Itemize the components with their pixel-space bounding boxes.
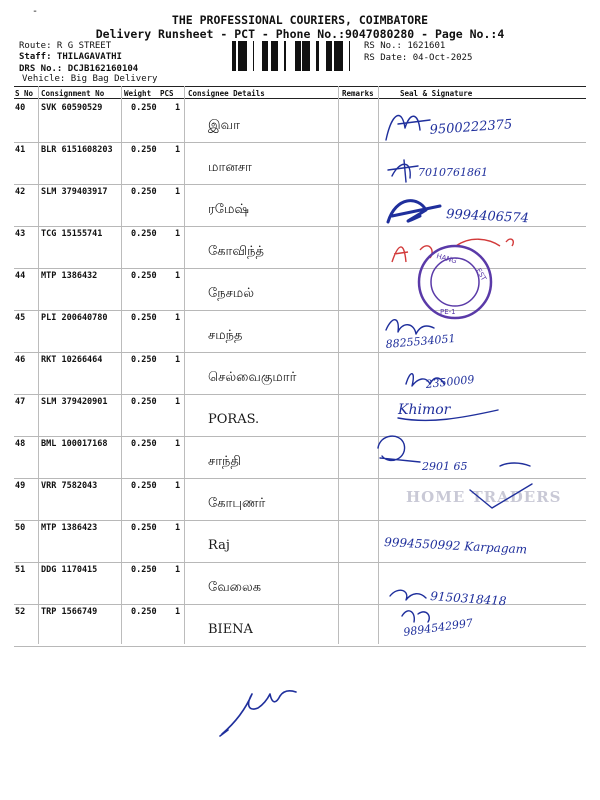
vehicle-label: Vehicle: Big Bag Delivery (22, 74, 158, 84)
consignee-name: ரமேஷ் (208, 202, 249, 217)
consignee-name: மானசா (208, 160, 252, 175)
row-pcs: 1 (175, 523, 181, 533)
row-consignment: TCG 15155741 (41, 229, 103, 239)
consignee-name: PORAS. (208, 412, 260, 427)
row-sno: 48 (15, 439, 26, 449)
row-weight: 0.250 (131, 271, 157, 281)
rs-no-label: RS No.: 1621601 (364, 41, 446, 51)
supervisor-signature (220, 691, 296, 736)
col-remarks: Remarks (342, 89, 374, 98)
row-weight: 0.250 (131, 565, 157, 575)
row-consignment: PLI 200640780 (41, 313, 108, 323)
row-weight: 0.250 (131, 397, 157, 407)
signature-note: 2350009 (424, 372, 476, 391)
row-sno: 50 (15, 523, 26, 533)
signature-note: 2901 65 (422, 460, 468, 473)
consignee-name: வேலைக (208, 580, 262, 595)
col-consignment: Consignment No (41, 89, 105, 98)
col-sno: S No (15, 89, 34, 98)
col-signature: Seal & Signature (400, 89, 473, 98)
row-sno: 52 (15, 607, 26, 617)
consignee-name: BIENA (208, 622, 253, 637)
row-sno: 44 (15, 271, 26, 281)
consignee-name: சாந்தி (208, 454, 241, 469)
row-pcs: 1 (175, 145, 181, 155)
signature-note: 9500222375 (429, 117, 513, 138)
row-sno: 40 (15, 103, 26, 113)
corner-mark: - (32, 6, 39, 17)
signature-note: 8825534051 (385, 331, 456, 351)
row-pcs: 1 (175, 397, 181, 407)
row-weight: 0.250 (131, 355, 157, 365)
row-consignment: SLM 379403917 (41, 187, 108, 197)
row-pcs: 1 (175, 607, 181, 617)
row-pcs: 1 (175, 271, 181, 281)
row-consignment: BLR 6151608203 (41, 145, 113, 155)
row-sno: 46 (15, 355, 26, 365)
row-consignment: TRP 1566749 (41, 607, 98, 617)
row-sno: 42 (15, 187, 26, 197)
drs-label: DRS No.: DCJB162160104 (19, 64, 139, 74)
consignee-name: கோவிந்த் (208, 244, 264, 259)
route-label: Route: R G STREET (19, 41, 112, 51)
row-consignment: SLM 379420901 (41, 397, 108, 407)
row-pcs: 1 (175, 565, 181, 575)
consignee-name: இவா (208, 118, 240, 133)
signature-scribble (390, 590, 426, 600)
signature-note: 7010761861 (418, 166, 488, 179)
signature-scribble (386, 320, 434, 334)
row-pcs: 1 (175, 439, 181, 449)
signature-scribble (388, 160, 418, 182)
row-sno: 43 (15, 229, 26, 239)
consignee-name: கோபுணர் (208, 496, 266, 511)
row-sno: 45 (15, 313, 26, 323)
consignee-name: Raj (208, 538, 230, 553)
consignee-name: செல்வைகுமார் (208, 370, 297, 385)
consignee-name: நேசமல் (208, 286, 255, 301)
signature-note: Khimor (398, 402, 451, 418)
row-pcs: 1 (175, 229, 181, 239)
signature-note: 9994550992 Karpagam (383, 535, 528, 557)
row-consignment: MTP 1386423 (41, 523, 98, 533)
consignee-name: சமந்த (208, 328, 243, 343)
signature-scribble (388, 201, 440, 222)
row-sno: 47 (15, 397, 26, 407)
row-pcs: 1 (175, 313, 181, 323)
signature-note: 9894542997 (402, 616, 474, 639)
row-sno: 51 (15, 565, 26, 575)
row-pcs: 1 (175, 187, 181, 197)
signature-note: 9150318418 (429, 589, 507, 609)
col-weight: Weight (124, 89, 152, 98)
row-weight: 0.250 (131, 229, 157, 239)
staff-label: Staff: THILAGAVATHI (19, 52, 122, 62)
row-weight: 0.250 (131, 439, 157, 449)
row-weight: 0.250 (131, 145, 157, 155)
row-weight: 0.250 (131, 313, 157, 323)
svg-text:EST: EST (474, 267, 488, 283)
row-consignment: RKT 10266464 (41, 355, 103, 365)
row-consignment: DDG 1170415 (41, 565, 98, 575)
faded-stamp-text: HOME TRADERS (406, 488, 562, 506)
signature-note: 9994406574 (445, 207, 530, 227)
row-sno: 49 (15, 481, 26, 491)
row-pcs: 1 (175, 103, 181, 113)
row-sno: 41 (15, 145, 26, 155)
col-pcs: PCS (160, 89, 174, 98)
row-weight: 0.250 (131, 607, 157, 617)
row-weight: 0.250 (131, 481, 157, 491)
svg-text:PE-1: PE-1 (440, 308, 456, 316)
row-consignment: MTP 1386432 (41, 271, 98, 281)
row-weight: 0.250 (131, 187, 157, 197)
signature-scribble (386, 116, 430, 141)
row-weight: 0.250 (131, 103, 157, 113)
row-consignment: VRR 7582043 (41, 481, 98, 491)
page-title: THE PROFESSIONAL COURIERS, COIMBATORE (171, 13, 429, 27)
row-pcs: 1 (175, 481, 181, 491)
row-consignment: SVK 60590529 (41, 103, 103, 113)
svg-text:HANG: HANG (435, 252, 458, 266)
row-pcs: 1 (175, 355, 181, 365)
row-weight: 0.250 (131, 523, 157, 533)
rs-date-label: RS Date: 04-Oct-2025 (364, 53, 473, 63)
signature-scribble (402, 611, 429, 622)
col-consignee: Consignee Details (188, 89, 265, 98)
page-subtitle: Delivery Runsheet - PCT - Phone No.:9047080280 - Page No.:4 (95, 27, 505, 41)
row-consignment: BML 100017168 (41, 439, 108, 449)
